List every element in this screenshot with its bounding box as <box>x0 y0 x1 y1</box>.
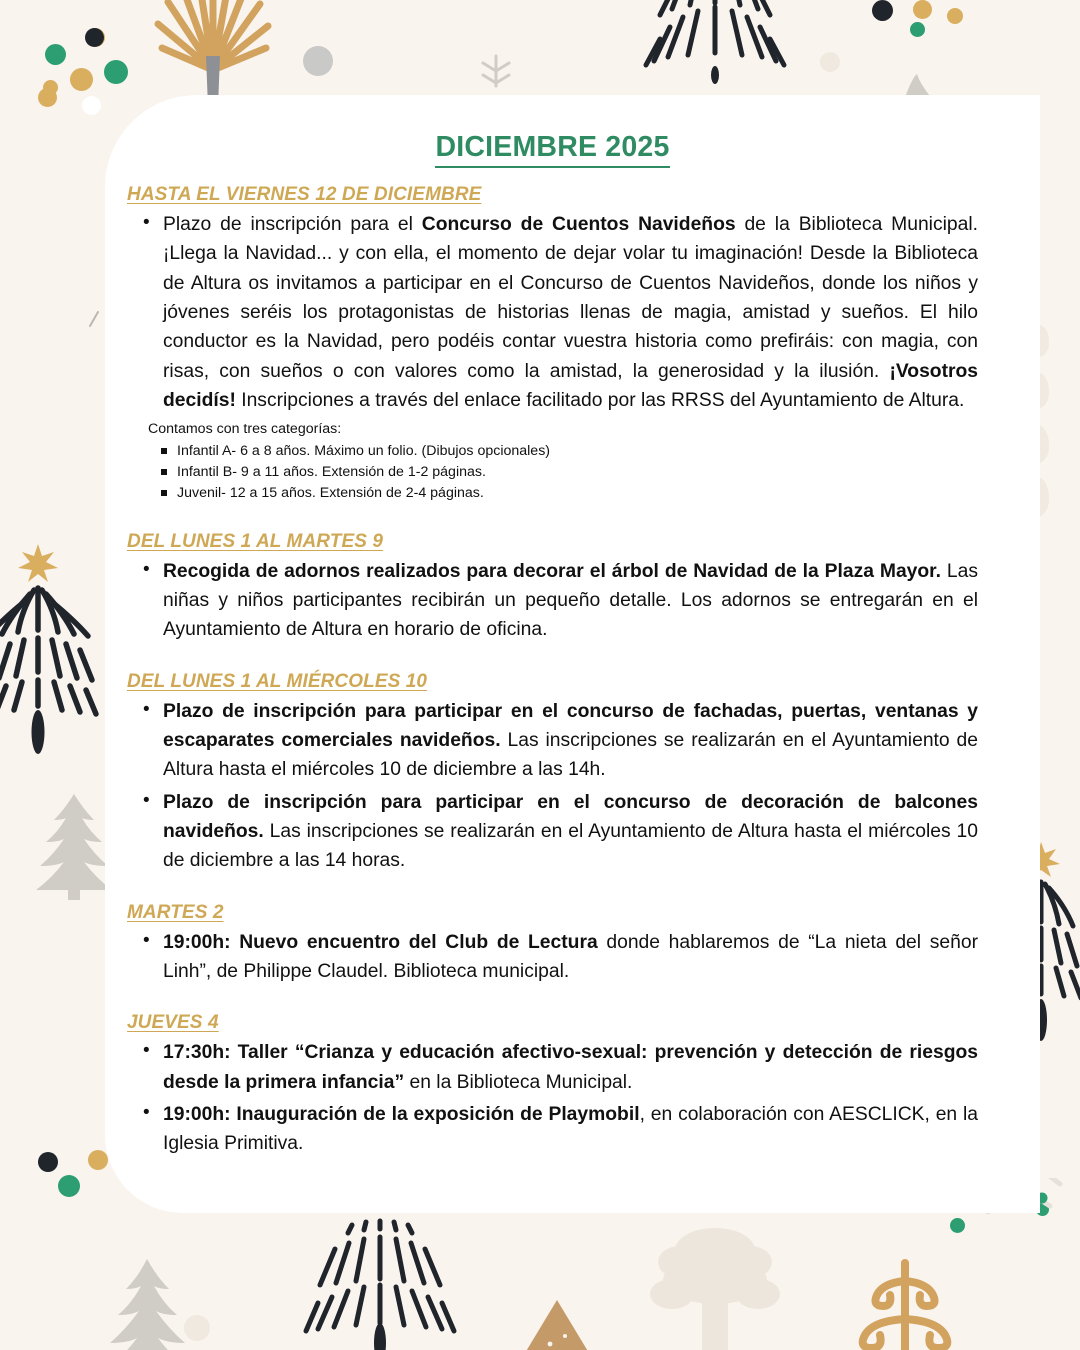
confetti-dot <box>38 1152 58 1172</box>
section-heading: MARTES 2 <box>127 901 224 923</box>
section-del-lunes-1-al-miercoles-10 <box>127 671 978 876</box>
item-text-tail: , en colaboración con AESCLICK, en la Iglesia Primitiva. <box>163 1104 979 1155</box>
content-card <box>105 95 1040 1213</box>
confetti-dot <box>38 88 57 107</box>
confetti-dot <box>58 1175 80 1197</box>
item-text-bold: 17:30h: Taller “Crianza y educación afectivo-sexual: prevención y detección de riesgos desde la primera infancia” <box>163 1042 978 1093</box>
list-item <box>127 557 978 645</box>
item-text-bold: ¡Vosotros decidís! <box>163 360 978 411</box>
item-text-bold: Plazo de inscripción para participar en el concurso de decoración de balcones navideños. <box>163 791 978 843</box>
line-art-tree-icon <box>640 0 790 95</box>
confetti-dot <box>184 1315 210 1341</box>
event-list <box>127 928 978 987</box>
sparkle-icon <box>475 50 517 92</box>
tree-triangle-icon <box>520 1300 595 1350</box>
confetti-dot <box>43 80 58 95</box>
category-item: Infantil B- 9 a 11 años. Extensión de 1-2 páginas. <box>161 462 978 483</box>
categories-list <box>127 441 978 505</box>
confetti-dot <box>45 44 66 65</box>
confetti-dot <box>950 1218 965 1233</box>
line-art-tree-icon <box>300 1215 460 1350</box>
tick-mark-icon <box>88 310 102 328</box>
list-item <box>127 928 978 987</box>
item-text-bold: 19:00h: Nuevo encuentro del Club de Lectura <box>163 931 598 953</box>
confetti-dot <box>303 46 333 76</box>
event-list <box>127 1038 978 1158</box>
item-text-tail: Inscripciones a través del enlace facilitado por las RRSS del Ayuntamiento de Altura. <box>235 389 965 411</box>
confetti-dot <box>104 60 128 84</box>
confetti-dot <box>70 68 93 91</box>
item-text-mid: de la Biblioteca Municipal. ¡Llega la Navidad... y con ella, el momento de dejar volar tu imaginación! Desde la Biblioteca de Altura os invitamos a participar en el Concurso de Cuentos Navideños, donde los niños y jóvenes seréis los protagonistas de historias llenas de magia, amistad y sueños. El hilo conductor es la Navidad, pero podéis contar vuestra historia como prefiráis: con magia, con risas, con sueños o con valores como la amistad, la generosidad y la ilusión. <box>163 214 978 382</box>
page-title <box>127 131 978 164</box>
content-card-inner <box>105 95 1040 1159</box>
section-heading: HASTA EL VIERNES 12 DE DICIEMBRE <box>127 184 482 205</box>
confetti-dot <box>85 28 104 47</box>
list-item <box>127 1038 978 1097</box>
section-hasta-viernes-12 <box>127 184 978 505</box>
item-text-bold: Recogida de adornos realizados para decorar el árbol de Navidad de la Plaza Mayor. <box>163 560 941 582</box>
page-title-text: DICIEMBRE 2025 <box>435 131 669 168</box>
category-item: Infantil A- 6 a 8 años. Máximo un folio. (Dibujos opcionales) <box>161 441 978 462</box>
item-text-tail: donde hablaremos de “La nieta del señor Linh”, de Philippe Claudel. Biblioteca municipal. <box>163 931 978 983</box>
section-heading: JUEVES 4 <box>127 1012 219 1034</box>
confetti-dot <box>872 0 893 21</box>
item-text-bold: 19:00h: Inauguración de la exposición de Playmobil <box>163 1104 640 1126</box>
categories-note: Contamos con tres categorías: <box>148 421 342 438</box>
section-heading: DEL LUNES 1 AL MARTES 9 <box>127 530 384 552</box>
section-jueves-4 <box>127 1012 978 1158</box>
ornate-gold-tree-icon <box>830 1255 980 1350</box>
list-item <box>127 210 978 415</box>
event-list <box>127 557 978 645</box>
section-martes-2 <box>127 902 978 987</box>
list-item <box>127 1100 978 1159</box>
section-heading: DEL LUNES 1 AL MIÉRCOLES 10 <box>127 670 428 692</box>
tree-silhouette-icon <box>650 1218 780 1350</box>
confetti-dot <box>86 28 105 47</box>
item-text-tail: Las inscripciones se realizarán en el Ayuntamiento de Altura hasta el miércoles 10 de diciembre a las 14h. <box>163 730 978 781</box>
tree-silhouette-icon <box>95 1255 200 1350</box>
list-item <box>127 697 978 785</box>
confetti-dot <box>913 0 932 19</box>
item-text-bold: Plazo de inscripción para participar en el concurso de fachadas, puertas, ventanas y escaparates comerciales navideños. <box>163 700 978 752</box>
line-art-tree-with-star-icon <box>0 530 102 760</box>
confetti-dot <box>947 8 963 24</box>
confetti-dot <box>910 22 925 37</box>
confetti-dot <box>82 96 101 115</box>
item-text-tail: Las inscripciones se realizarán en el Ayuntamiento de Altura hasta el miércoles 10 de diciembre a las 14 horas. <box>163 821 978 872</box>
category-item: Juvenil- 12 a 15 años. Extensión de 2-4 páginas. <box>161 483 978 504</box>
list-item <box>127 788 978 876</box>
section-del-lunes-1-al-martes-9 <box>127 531 978 645</box>
item-text-lead: Plazo de inscripción para el <box>163 214 422 235</box>
event-list <box>127 210 978 415</box>
confetti-dot <box>820 52 840 72</box>
item-text-tail: Las niñas y niños participantes recibirán un pequeño detalle. Los adornos se entregarán en el Ayuntamiento de Altura en horario de oficina. <box>163 560 978 641</box>
item-text-bold: Concurso de Cuentos Navideños <box>421 214 736 235</box>
event-list <box>127 697 978 876</box>
item-text-tail: en la Biblioteca Municipal. <box>404 1071 633 1093</box>
